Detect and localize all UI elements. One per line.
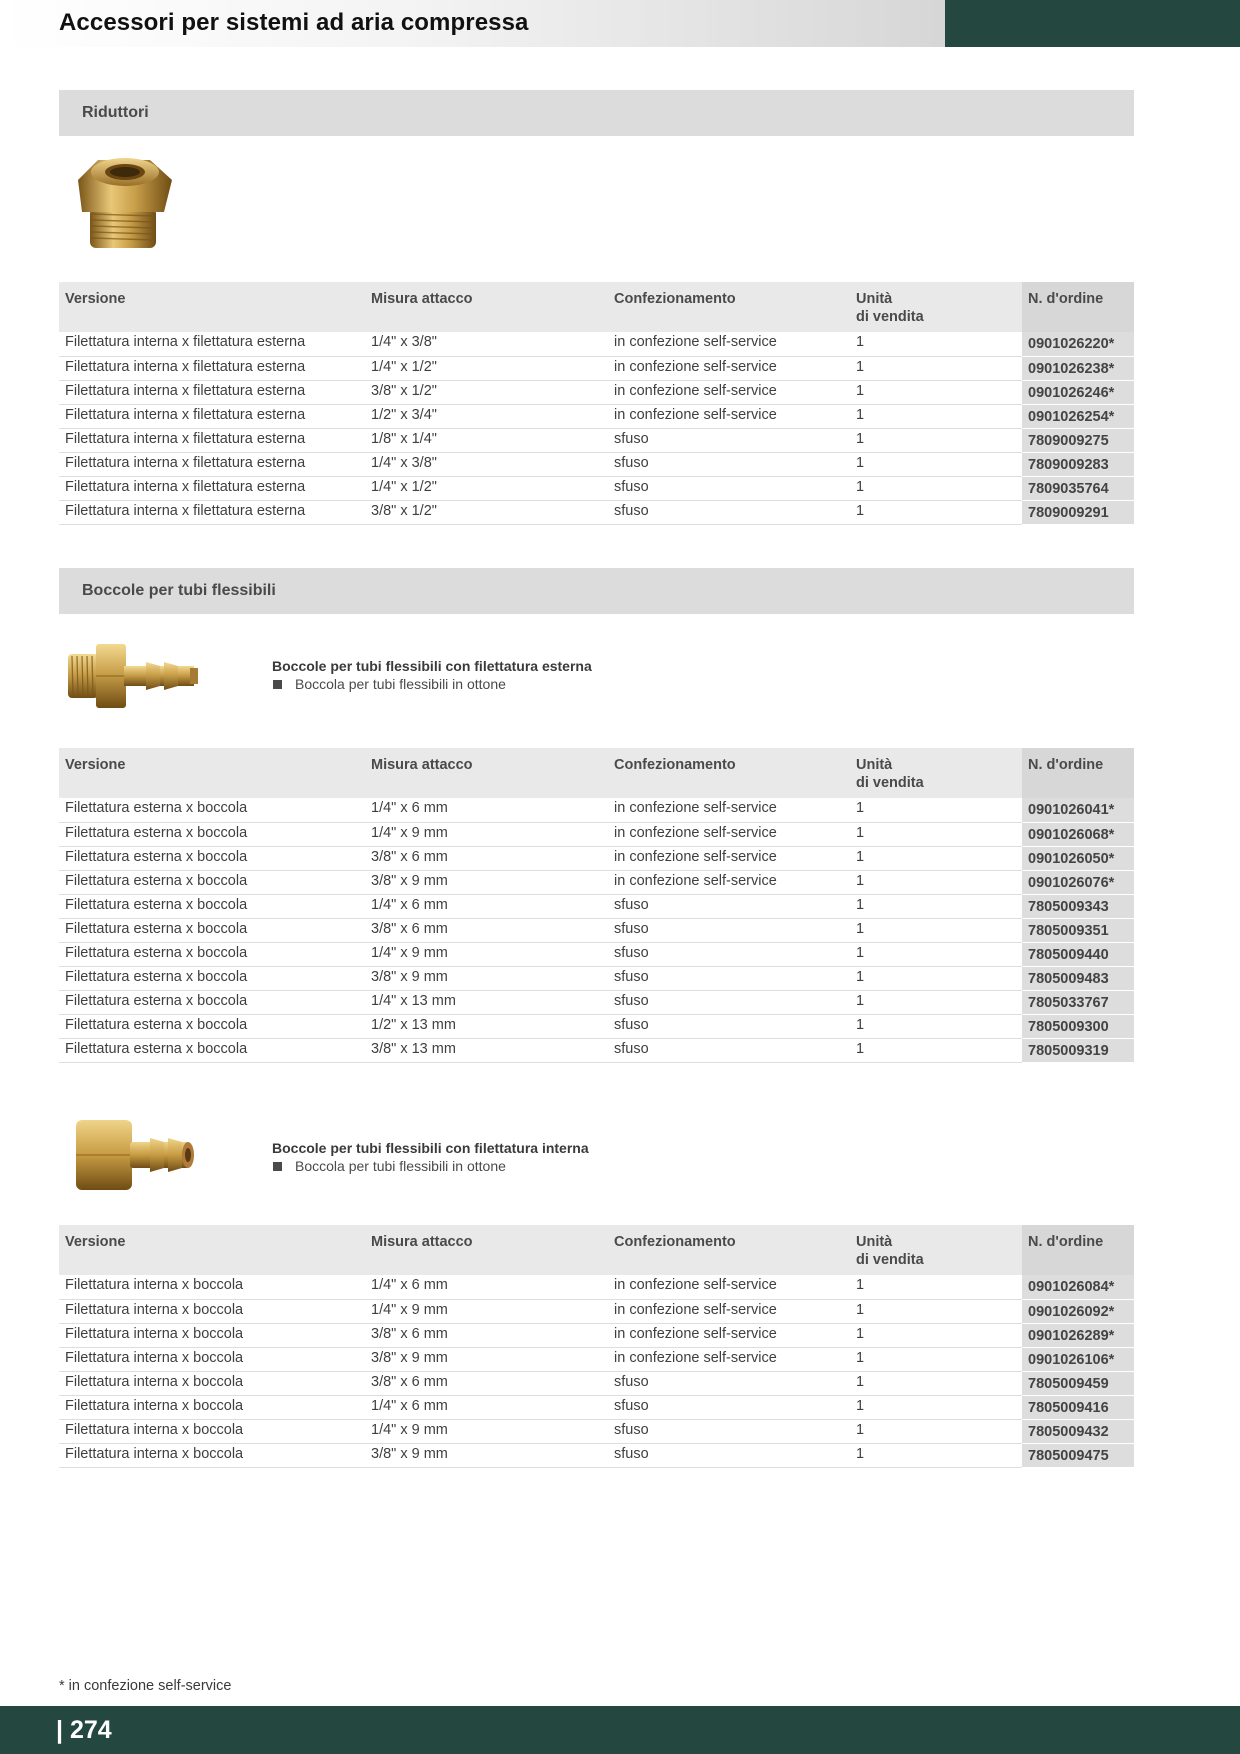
- cell-versione: Filettatura interna x boccola: [59, 1371, 365, 1395]
- cell-ordine: 0901026238*: [1022, 356, 1134, 380]
- cell-unita: 1: [850, 1014, 1022, 1038]
- cell-confezionamento: in confezione self-service: [608, 846, 850, 870]
- cell-unita: 1: [850, 870, 1022, 894]
- cell-confezionamento: sfuso: [608, 452, 850, 476]
- cell-confezionamento: in confezione self-service: [608, 1275, 850, 1299]
- cell-misura: 1/4" x 13 mm: [365, 990, 608, 1014]
- cell-ordine: 0901026254*: [1022, 404, 1134, 428]
- product-desc-bullet: [272, 676, 592, 692]
- unita-line1: Unità: [856, 291, 893, 307]
- cell-versione: Filettatura interna x filettatura esterna: [59, 476, 365, 500]
- cell-versione: Filettatura esterna x boccola: [59, 894, 365, 918]
- table-row: [59, 990, 1134, 1014]
- cell-unita: 1: [850, 894, 1022, 918]
- cell-confezionamento: sfuso: [608, 500, 850, 524]
- cell-versione: Filettatura interna x filettatura esterna: [59, 404, 365, 428]
- cell-misura: 3/8" x 9 mm: [365, 966, 608, 990]
- header-green-block: [945, 0, 1240, 47]
- table-row: [59, 1275, 1134, 1299]
- table-row: [59, 1347, 1134, 1371]
- cell-versione: Filettatura interna x boccola: [59, 1347, 365, 1371]
- cell-misura: 1/4" x 1/2": [365, 476, 608, 500]
- cell-confezionamento: in confezione self-service: [608, 404, 850, 428]
- cell-versione: Filettatura interna x filettatura esterna: [59, 380, 365, 404]
- table-row: [59, 1371, 1134, 1395]
- table-row: [59, 894, 1134, 918]
- cell-unita: 1: [850, 500, 1022, 524]
- col-header-confezionamento: Confezionamento: [608, 1225, 850, 1275]
- table-row: [59, 798, 1134, 822]
- cell-misura: 1/2" x 3/4": [365, 404, 608, 428]
- table-row: [59, 428, 1134, 452]
- table-row: [59, 500, 1134, 524]
- col-header-ordine: N. d'ordine: [1022, 1225, 1134, 1275]
- cell-versione: Filettatura esterna x boccola: [59, 990, 365, 1014]
- bullet-text: Boccola per tubi flessibili in ottone: [295, 676, 506, 692]
- cell-confezionamento: sfuso: [608, 966, 850, 990]
- cell-versione: Filettatura esterna x boccola: [59, 942, 365, 966]
- cell-versione: Filettatura interna x boccola: [59, 1395, 365, 1419]
- col-header-confezionamento: Confezionamento: [608, 282, 850, 332]
- cell-unita: 1: [850, 966, 1022, 990]
- cell-unita: 1: [850, 918, 1022, 942]
- cell-misura: 1/4" x 3/8": [365, 452, 608, 476]
- table-row: [59, 966, 1134, 990]
- cell-versione: Filettatura interna x boccola: [59, 1419, 365, 1443]
- cell-confezionamento: in confezione self-service: [608, 798, 850, 822]
- cell-confezionamento: sfuso: [608, 1419, 850, 1443]
- cell-unita: 1: [850, 1275, 1022, 1299]
- cell-confezionamento: sfuso: [608, 1371, 850, 1395]
- col-header-ordine: N. d'ordine: [1022, 282, 1134, 332]
- cell-versione: Filettatura interna x filettatura esterna: [59, 500, 365, 524]
- cell-misura: 3/8" x 9 mm: [365, 870, 608, 894]
- cell-versione: Filettatura esterna x boccola: [59, 822, 365, 846]
- cell-ordine: 0901026092*: [1022, 1299, 1134, 1323]
- table-row: [59, 918, 1134, 942]
- cell-ordine: 7809009283: [1022, 452, 1134, 476]
- cell-ordine: 0901026068*: [1022, 822, 1134, 846]
- cell-unita: 1: [850, 1299, 1022, 1323]
- cell-ordine: 0901026084*: [1022, 1275, 1134, 1299]
- table-row: [59, 356, 1134, 380]
- cell-confezionamento: in confezione self-service: [608, 1323, 850, 1347]
- cell-unita: 1: [850, 1371, 1022, 1395]
- cell-ordine: 0901026246*: [1022, 380, 1134, 404]
- section-title: Riduttori: [82, 104, 149, 121]
- cell-unita: 1: [850, 1395, 1022, 1419]
- cell-misura: 1/4" x 9 mm: [365, 822, 608, 846]
- cell-ordine: 7805009416: [1022, 1395, 1134, 1419]
- cell-misura: 3/8" x 6 mm: [365, 1371, 608, 1395]
- cell-misura: 1/4" x 6 mm: [365, 894, 608, 918]
- female-hose-barb-icon: [64, 1108, 214, 1203]
- cell-ordine: 7805009475: [1022, 1443, 1134, 1467]
- spec-table-riduttori: [59, 282, 1134, 525]
- cell-misura: 1/2" x 13 mm: [365, 1014, 608, 1038]
- cell-confezionamento: sfuso: [608, 1443, 850, 1467]
- cell-confezionamento: sfuso: [608, 990, 850, 1014]
- table-row: [59, 1419, 1134, 1443]
- cell-ordine: 0901026050*: [1022, 846, 1134, 870]
- footnote: * in confezione self-service: [59, 1678, 232, 1694]
- cell-versione: Filettatura interna x boccola: [59, 1275, 365, 1299]
- section-bar-boccole: [59, 568, 1134, 614]
- col-header-misura: Misura attacco: [365, 1225, 608, 1275]
- cell-ordine: 7805009343: [1022, 894, 1134, 918]
- page-footer: [0, 1706, 1240, 1754]
- cell-misura: 3/8" x 6 mm: [365, 918, 608, 942]
- cell-unita: 1: [850, 428, 1022, 452]
- cell-unita: 1: [850, 798, 1022, 822]
- cell-versione: Filettatura esterna x boccola: [59, 1038, 365, 1062]
- square-bullet-icon: [273, 680, 282, 689]
- cell-ordine: 7805009432: [1022, 1419, 1134, 1443]
- cell-confezionamento: in confezione self-service: [608, 1347, 850, 1371]
- cell-unita: 1: [850, 1323, 1022, 1347]
- cell-ordine: 0901026220*: [1022, 332, 1134, 356]
- unita-line1: Unità: [856, 757, 893, 773]
- cell-misura: 3/8" x 9 mm: [365, 1347, 608, 1371]
- table-row: [59, 332, 1134, 356]
- cell-ordine: 7805009440: [1022, 942, 1134, 966]
- spec-table-boccole-interna: [59, 1225, 1134, 1468]
- cell-misura: 1/4" x 1/2": [365, 356, 608, 380]
- cell-misura: 1/4" x 9 mm: [365, 942, 608, 966]
- cell-versione: Filettatura interna x boccola: [59, 1299, 365, 1323]
- cell-misura: 3/8" x 13 mm: [365, 1038, 608, 1062]
- col-header-versione: Versione: [59, 748, 365, 798]
- spec-table-boccole-esterna: [59, 748, 1134, 1063]
- cell-confezionamento: in confezione self-service: [608, 332, 850, 356]
- cell-versione: Filettatura esterna x boccola: [59, 870, 365, 894]
- square-bullet-icon: [273, 1162, 282, 1171]
- cell-versione: Filettatura esterna x boccola: [59, 966, 365, 990]
- cell-confezionamento: sfuso: [608, 1014, 850, 1038]
- cell-unita: 1: [850, 822, 1022, 846]
- cell-versione: Filettatura interna x boccola: [59, 1323, 365, 1347]
- cell-versione: Filettatura esterna x boccola: [59, 1014, 365, 1038]
- cell-ordine: 7805009351: [1022, 918, 1134, 942]
- cell-unita: 1: [850, 356, 1022, 380]
- cell-versione: Filettatura interna x filettatura esterna: [59, 428, 365, 452]
- product-desc-title: Boccole per tubi flessibili con filettatura interna: [272, 1140, 589, 1156]
- table-header-row: [59, 282, 1134, 332]
- cell-misura: 1/4" x 6 mm: [365, 1275, 608, 1299]
- cell-confezionamento: sfuso: [608, 1038, 850, 1062]
- cell-ordine: 7805009483: [1022, 966, 1134, 990]
- table-row: [59, 1014, 1134, 1038]
- page-number: | 274: [56, 1716, 112, 1744]
- cell-confezionamento: sfuso: [608, 476, 850, 500]
- unita-line2: di vendita: [856, 775, 924, 791]
- table-row: [59, 822, 1134, 846]
- cell-confezionamento: in confezione self-service: [608, 822, 850, 846]
- cell-misura: 3/8" x 6 mm: [365, 846, 608, 870]
- cell-confezionamento: in confezione self-service: [608, 380, 850, 404]
- cell-confezionamento: sfuso: [608, 1395, 850, 1419]
- product-desc-bullet: [272, 1158, 589, 1174]
- cell-misura: 1/4" x 6 mm: [365, 798, 608, 822]
- col-header-misura: Misura attacco: [365, 282, 608, 332]
- section-bar-riduttori: [59, 90, 1134, 136]
- table-row: [59, 1038, 1134, 1062]
- cell-ordine: 7809009291: [1022, 500, 1134, 524]
- col-header-unita: [850, 282, 1022, 332]
- cell-unita: 1: [850, 942, 1022, 966]
- col-header-confezionamento: Confezionamento: [608, 748, 850, 798]
- table-header-row: [59, 748, 1134, 798]
- cell-confezionamento: in confezione self-service: [608, 1299, 850, 1323]
- table-row: [59, 404, 1134, 428]
- cell-ordine: 0901026106*: [1022, 1347, 1134, 1371]
- cell-misura: 3/8" x 1/2": [365, 500, 608, 524]
- table-header-row: [59, 1225, 1134, 1275]
- col-header-ordine: N. d'ordine: [1022, 748, 1134, 798]
- cell-unita: 1: [850, 1419, 1022, 1443]
- table-row: [59, 452, 1134, 476]
- cell-ordine: 7805009300: [1022, 1014, 1134, 1038]
- cell-unita: 1: [850, 990, 1022, 1014]
- cell-confezionamento: sfuso: [608, 918, 850, 942]
- table-row: [59, 380, 1134, 404]
- table-row: [59, 1395, 1134, 1419]
- cell-unita: 1: [850, 380, 1022, 404]
- unita-line1: Unità: [856, 1234, 893, 1250]
- cell-unita: 1: [850, 1443, 1022, 1467]
- cell-versione: Filettatura interna x filettatura esterna: [59, 332, 365, 356]
- cell-versione: Filettatura esterna x boccola: [59, 798, 365, 822]
- cell-ordine: 0901026289*: [1022, 1323, 1134, 1347]
- table-row: [59, 870, 1134, 894]
- male-hose-barb-icon: [64, 628, 214, 723]
- cell-versione: Filettatura interna x boccola: [59, 1443, 365, 1467]
- cell-confezionamento: sfuso: [608, 428, 850, 452]
- cell-unita: 1: [850, 476, 1022, 500]
- col-header-versione: Versione: [59, 282, 365, 332]
- table-row: [59, 1443, 1134, 1467]
- cell-versione: Filettatura interna x filettatura esterna: [59, 356, 365, 380]
- table-row: [59, 942, 1134, 966]
- page-header: [0, 0, 1240, 47]
- cell-versione: Filettatura esterna x boccola: [59, 918, 365, 942]
- cell-confezionamento: in confezione self-service: [608, 870, 850, 894]
- cell-confezionamento: sfuso: [608, 894, 850, 918]
- table-row: [59, 476, 1134, 500]
- cell-misura: 1/4" x 9 mm: [365, 1419, 608, 1443]
- section-title: Boccole per tubi flessibili: [82, 582, 276, 599]
- cell-versione: Filettatura esterna x boccola: [59, 846, 365, 870]
- cell-unita: 1: [850, 332, 1022, 356]
- cell-misura: 3/8" x 9 mm: [365, 1443, 608, 1467]
- cell-misura: 1/8" x 1/4": [365, 428, 608, 452]
- cell-ordine: 0901026041*: [1022, 798, 1134, 822]
- table-row: [59, 846, 1134, 870]
- product-desc-title: Boccole per tubi flessibili con filettatura esterna: [272, 658, 592, 674]
- cell-misura: 3/8" x 1/2": [365, 380, 608, 404]
- table-row: [59, 1299, 1134, 1323]
- cell-confezionamento: in confezione self-service: [608, 356, 850, 380]
- col-header-misura: Misura attacco: [365, 748, 608, 798]
- hex-reducer-fitting-icon: [68, 150, 183, 260]
- unita-line2: di vendita: [856, 1252, 924, 1268]
- cell-confezionamento: sfuso: [608, 942, 850, 966]
- cell-unita: 1: [850, 1038, 1022, 1062]
- product-description: [272, 658, 592, 692]
- col-header-versione: Versione: [59, 1225, 365, 1275]
- cell-unita: 1: [850, 404, 1022, 428]
- cell-versione: Filettatura interna x filettatura esterna: [59, 452, 365, 476]
- cell-misura: 1/4" x 3/8": [365, 332, 608, 356]
- cell-unita: 1: [850, 846, 1022, 870]
- cell-ordine: 7805009459: [1022, 1371, 1134, 1395]
- cell-misura: 1/4" x 6 mm: [365, 1395, 608, 1419]
- col-header-unita: [850, 1225, 1022, 1275]
- cell-ordine: 7805009319: [1022, 1038, 1134, 1062]
- col-header-unita: [850, 748, 1022, 798]
- cell-unita: 1: [850, 452, 1022, 476]
- cell-ordine: 7809035764: [1022, 476, 1134, 500]
- page-title: Accessori per sistemi ad aria compressa: [59, 9, 529, 36]
- cell-ordine: 7805033767: [1022, 990, 1134, 1014]
- cell-ordine: 7809009275: [1022, 428, 1134, 452]
- bullet-text: Boccola per tubi flessibili in ottone: [295, 1158, 506, 1174]
- cell-misura: 3/8" x 6 mm: [365, 1323, 608, 1347]
- cell-ordine: 0901026076*: [1022, 870, 1134, 894]
- cell-unita: 1: [850, 1347, 1022, 1371]
- cell-misura: 1/4" x 9 mm: [365, 1299, 608, 1323]
- unita-line2: di vendita: [856, 309, 924, 325]
- product-description: [272, 1140, 589, 1174]
- table-row: [59, 1323, 1134, 1347]
